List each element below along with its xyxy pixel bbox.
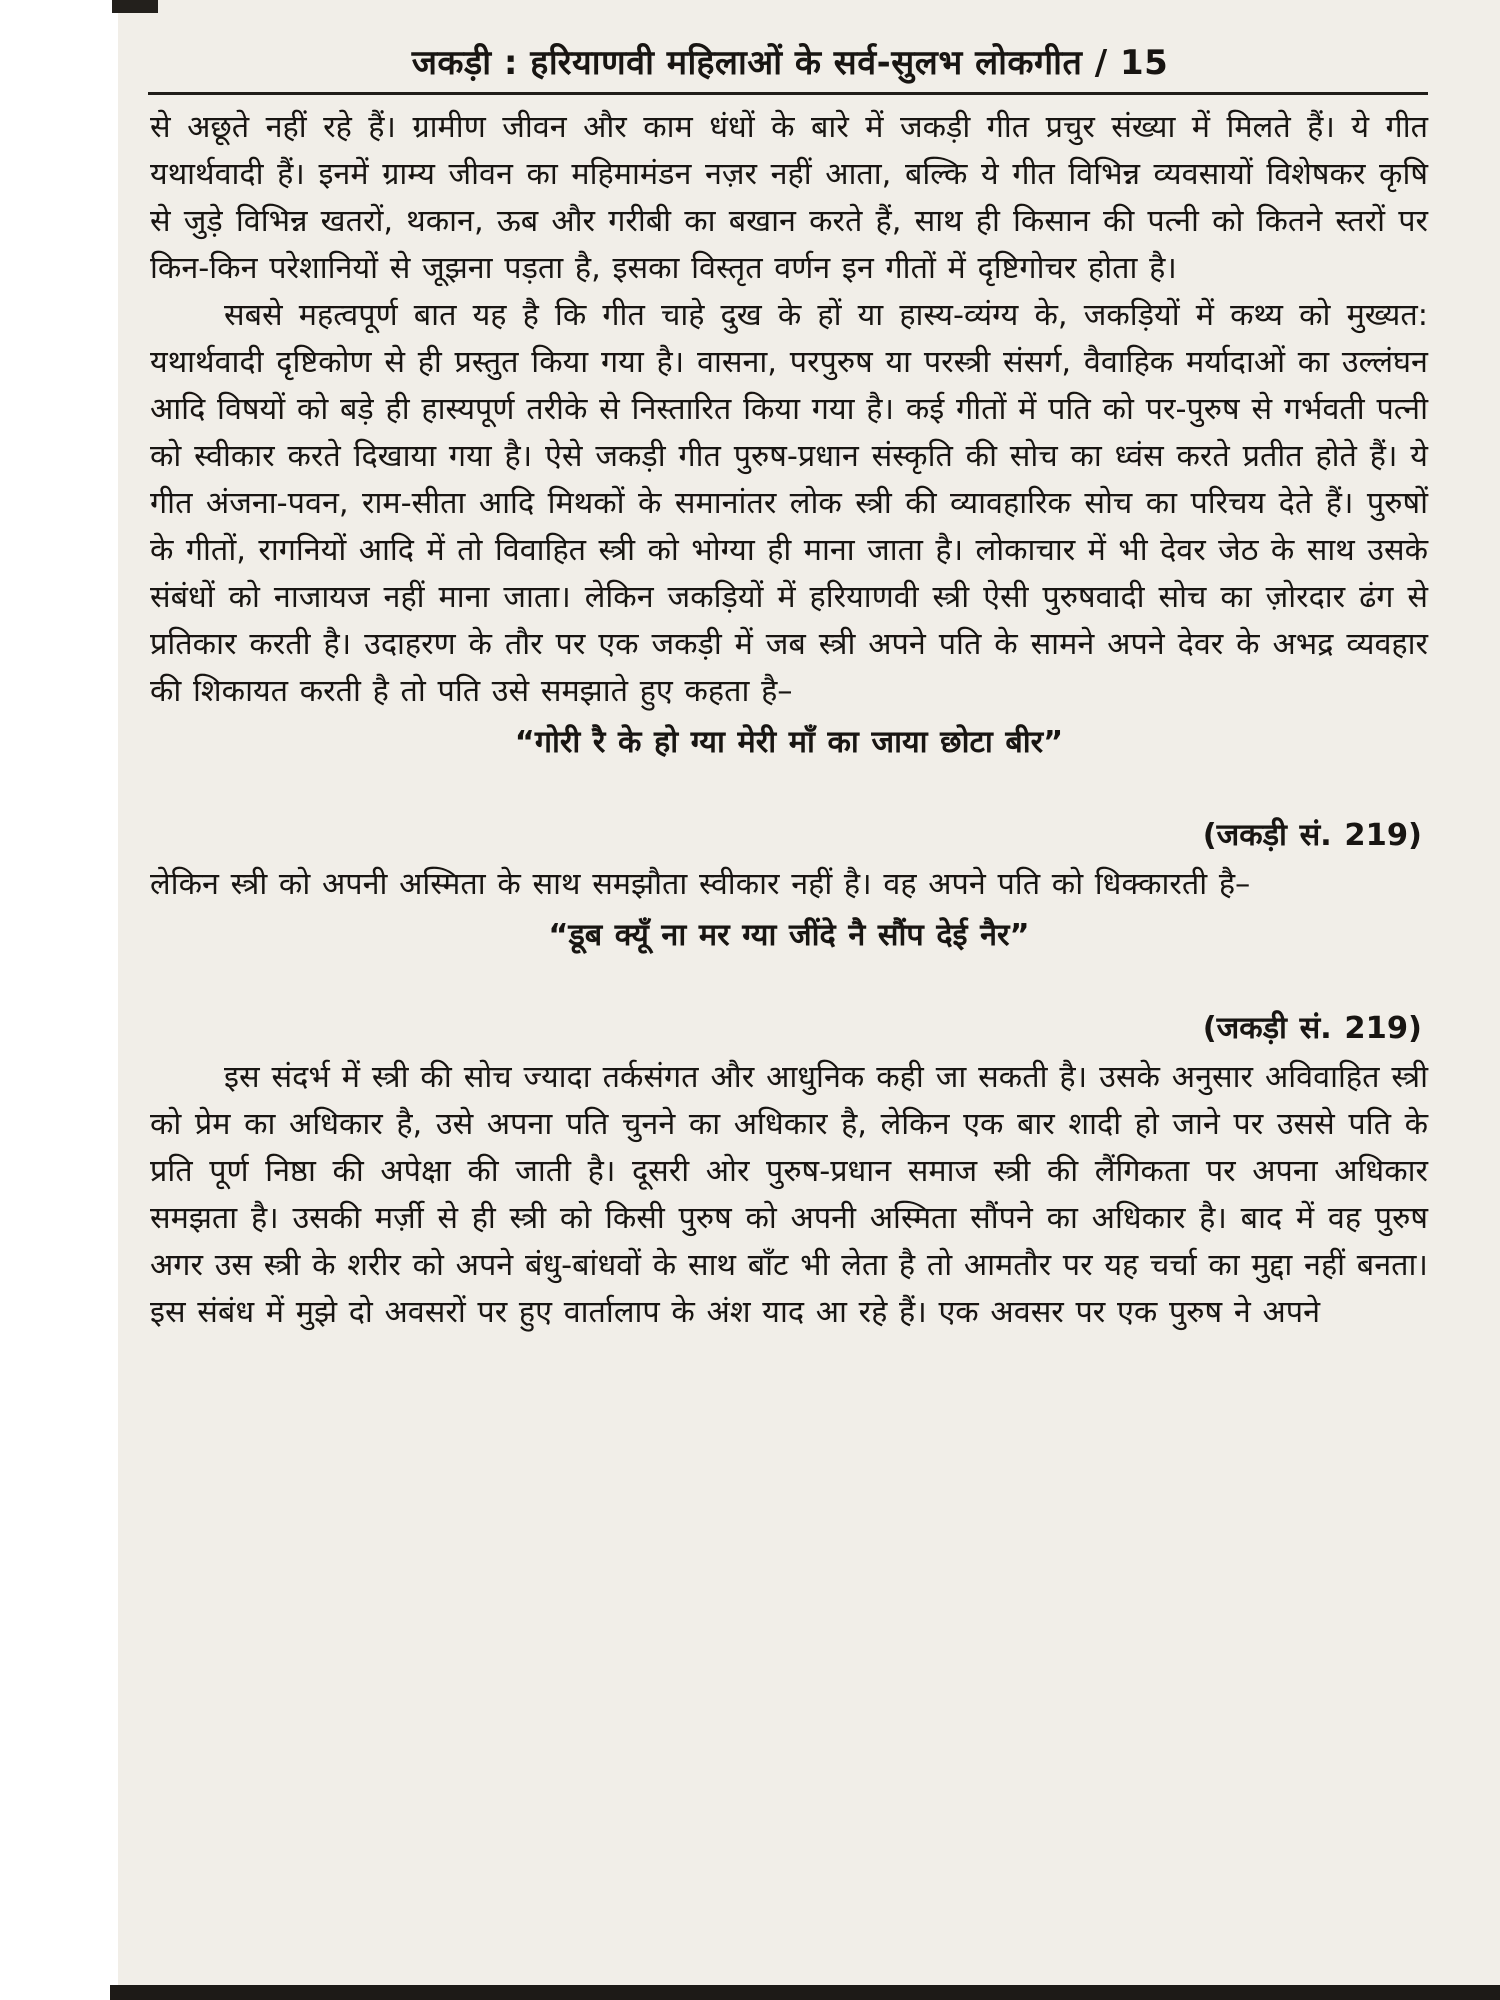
scan-left-margin bbox=[0, 0, 118, 2000]
quoted-verse: “डूब क्यूँ ना मर ग्या जींदे नै सौंप देई नैर” bbox=[548, 918, 1030, 953]
header-rule bbox=[148, 92, 1428, 95]
paragraph-continuation: से अछूते नहीं रहे हैं। ग्रामीण जीवन और काम धंधों के बारे में जकड़ी गीत प्रचुर संख्या में मिलते हैं। ये गीत यथार्थवादी हैं। इनमें ग्राम्य जीवन का महिमामंडन नज़र नहीं आता, बल्कि ये गीत विभिन्न व्यवसायों विशेषकर कृषि से जुड़े विभिन्न खतरों, थकान, ऊब और गरीबी का बखान करते हैं, साथ ही किसान की पत्नी को कितने स्तरों पर किन-किन परेशानियों से जूझना पड़ता है, इसका विस्तृत वर्णन इन गीतों में दृष्टिगोचर होता है। bbox=[150, 110, 1428, 286]
quote-attribution: (जकड़ी सं. 219) bbox=[1202, 818, 1422, 853]
page-number: / 15 bbox=[1094, 43, 1169, 83]
paragraph: इस संदर्भ में स्त्री की सोच ज्यादा तर्कसंगत और आधुनिक कही जा सकती है। उसके अनुसार अविवाहित स्त्री को प्रेम का अधिकार है, उसे अपना पति चुनने का अधिकार है, लेकिन एक बार शादी हो जाने पर उससे पति के प्रति पूर्ण निष्ठा की अपेक्षा की जाती है। दूसरी ओर पुरुष-प्रधान समाज स्त्री की लैंगिकता पर अपना अधिकार समझता है। उसकी मर्ज़ी से ही स्त्री को किसी पुरुष को अपनी अस्मिता सौंपने का अधिकार है। बाद में वह पुरुष अगर उस स्त्री के शरीर को अपने बंधु-बांधवों के साथ बाँट भी लेता है तो आमतौर पर यह चर्चा का मुद्दा नहीं बनता। इस संबंध में मुझे दो अवसरों पर हुए वार्तालाप के अंश याद आ रहे हैं। एक अवसर पर एक पुरुष ने अपने bbox=[150, 1060, 1428, 1330]
paragraph: सबसे महत्वपूर्ण बात यह है कि गीत चाहे दुख के हों या हास्य-व्यंग्य के, जकड़ियों में कथ्य को मुख्यत: यथार्थवादी दृष्टिकोण से ही प्रस्तुत किया गया है। वासना, परपुरुष या परस्त्री संसर्ग, वैवाहिक मर्यादाओं का उल्लंघन आदि विषयों को बड़े ही हास्यपूर्ण तरीके से निस्तारित किया गया है। कई गीतों में पति को पर-पुरुष से गर्भवती पत्नी को स्वीकार करते दिखाया गया है। ऐसे जकड़ी गीत पुरुष-प्रधान संस्कृति की सोच का ध्वंस करते प्रतीत होते हैं। ये गीत अंजना-पवन, राम-सीता आदि मिथकों के समानांतर लोक स्त्री की व्यावहारिक सोच का परिचय देते हैं। पुरुषों के गीतों, रागनियों आदि में तो विवाहित स्त्री को भोग्या ही माना जाता है। लोकाचार में भी देवर जेठ के साथ उसके संबंधों को नाजायज नहीं माना जाता। लेकिन जकड़ियों में हरियाणवी स्त्री ऐसी पुरुषवादी सोच का ज़ोरदार ढंग से प्रतिकार करती है। उदाहरण के तौर पर एक जकड़ी में जब स्त्री अपने पति के सामने अपने देवर के अभद्र व्यवहार की शिकायत करती है तो पति उसे समझाते हुए कहता है– bbox=[150, 298, 1428, 709]
scan-corner-artifact bbox=[112, 0, 158, 13]
page-header-title: जकड़ी : हरियाणवी महिलाओं के सर्व-सुलभ लोकगीत bbox=[411, 43, 1083, 83]
scan-bottom-edge bbox=[110, 1985, 1500, 2000]
page-body bbox=[150, 104, 1428, 1336]
paragraph: लेकिन स्त्री को अपनी अस्मिता के साथ समझौता स्वीकार नहीं है। वह अपने पति को धिक्कारती है– bbox=[150, 867, 1251, 902]
page-header bbox=[150, 38, 1430, 84]
quote-attribution: (जकड़ी सं. 219) bbox=[1202, 1011, 1422, 1046]
quoted-verse: “गोरी रै के हो ग्या मेरी माँ का जाया छोटा बीर” bbox=[514, 725, 1064, 760]
